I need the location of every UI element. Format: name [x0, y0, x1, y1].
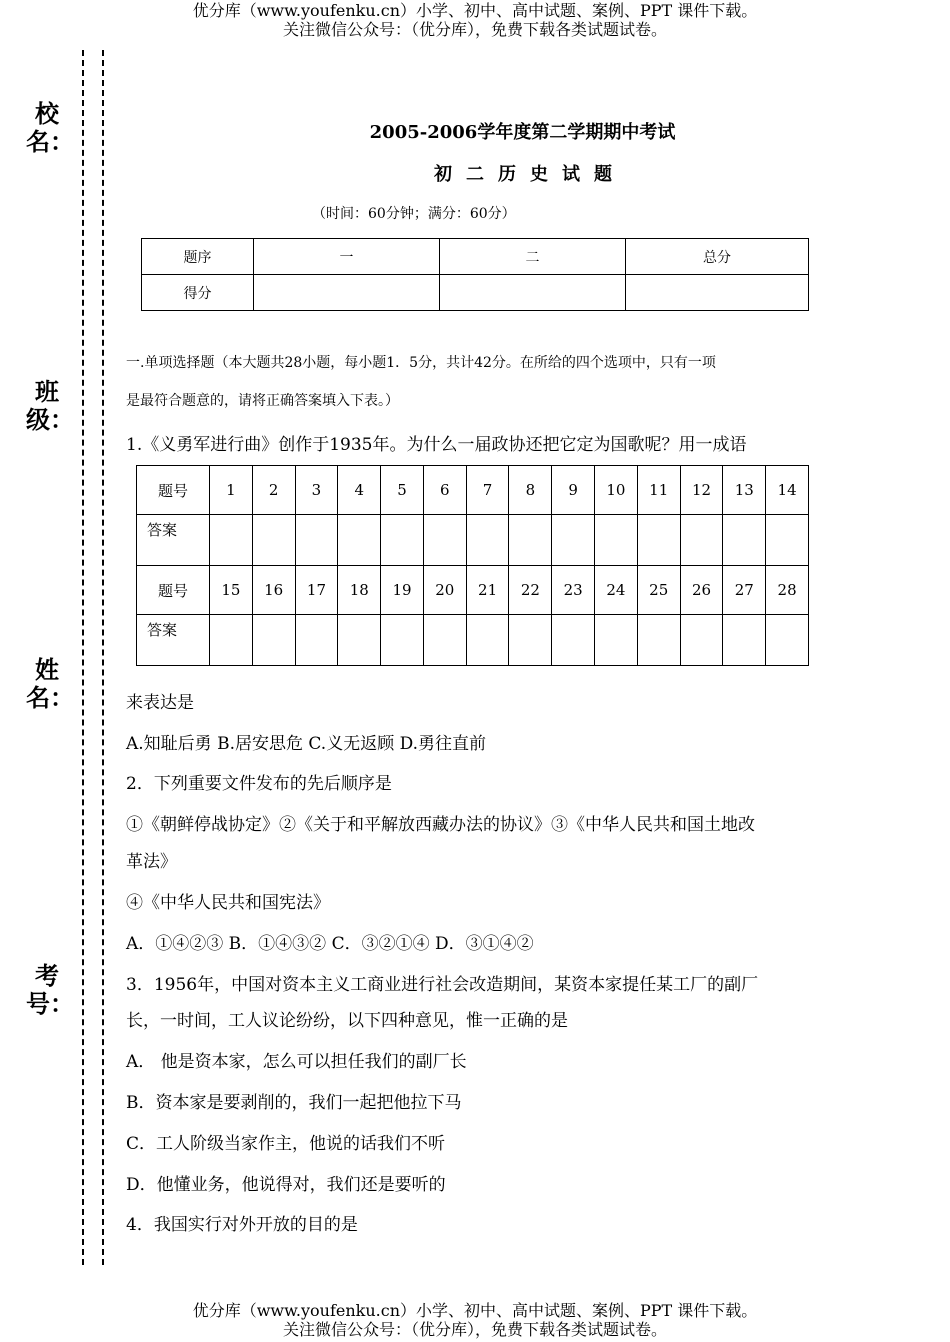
answer-input-cell[interactable]	[723, 515, 766, 566]
section-1-instructions-line-1: 一.单项选择题（本大题共28小题，每小题1．5分，共计42分。在所给的四个选项中，只有一项	[126, 355, 716, 371]
question-3-stem-line-2: 长，一时间，工人议论纷纷，以下四种意见，惟一正确的是	[126, 1011, 568, 1031]
question-3-option-d: D．他懂业务，他说得对，我们还是要听的	[126, 1175, 446, 1195]
question-number-cell: 15	[210, 566, 253, 615]
answer-input-cell[interactable]	[552, 615, 595, 666]
answer-input-cell[interactable]	[680, 615, 723, 666]
question-number-cell: 16	[252, 566, 295, 615]
question-number-cell: 3	[295, 466, 338, 515]
student-name-label: 姓名：	[26, 655, 74, 712]
answer-input-cell[interactable]	[210, 515, 253, 566]
answer-input-cell[interactable]	[252, 515, 295, 566]
question-1-line-1: 1.《义勇军进行曲》创作于1935年。为什么一届政协还把它定为国歌呢？用一成语	[126, 435, 747, 455]
answer-input-cell[interactable]	[338, 515, 381, 566]
question-2-items-line-2: 革法》	[126, 852, 177, 872]
answer-input-cell[interactable]	[637, 515, 680, 566]
score-header-cell: 一	[254, 239, 440, 275]
score-header-cell: 题序	[142, 239, 254, 275]
question-number-cell: 19	[381, 566, 424, 615]
question-number-cell: 1	[210, 466, 253, 515]
question-number-cell: 8	[509, 466, 552, 515]
question-number-cell: 7	[466, 466, 509, 515]
answer-input-cell[interactable]	[466, 515, 509, 566]
question-number-cell: 12	[680, 466, 723, 515]
question-number-cell: 22	[509, 566, 552, 615]
question-number-cell: 10	[595, 466, 638, 515]
answer-input-cell[interactable]	[295, 615, 338, 666]
score-input-cell[interactable]	[254, 275, 440, 311]
answer-input-cell[interactable]	[595, 615, 638, 666]
section-1-instructions-line-2: 是最符合题意的，请将正确答案填入下表。）	[126, 393, 399, 409]
footer-line-2: 关注微信公众号：（优分库），免费下载各类试题试卷。	[282, 1320, 667, 1339]
answer-input-cell[interactable]	[552, 515, 595, 566]
answer-input-cell[interactable]	[210, 615, 253, 666]
question-3-stem-line-1: 3．1956年，中国对资本主义工商业进行社会改造期间，某资本家提任某工厂的副厂	[126, 975, 759, 995]
answer-input-cell[interactable]	[723, 615, 766, 666]
time-info: （时间：60分钟；满分：60分）	[312, 206, 516, 222]
answer-input-cell[interactable]	[423, 515, 466, 566]
question-number-cell: 11	[637, 466, 680, 515]
question-number-cell: 4	[338, 466, 381, 515]
question-3-option-b: B．资本家是要剥削的，我们一起把他拉下马	[126, 1093, 462, 1113]
school-name-label: 校名：	[26, 99, 74, 156]
answer-input-cell[interactable]	[295, 515, 338, 566]
number-row-label: 题号	[137, 566, 210, 615]
answer-input-cell[interactable]	[766, 515, 809, 566]
answer-row-1	[137, 515, 809, 566]
answer-input-cell[interactable]	[680, 515, 723, 566]
score-header-cell: 二	[440, 239, 626, 275]
answer-input-cell[interactable]	[466, 615, 509, 666]
question-2-items-line-1: ①《朝鲜停战协定》②《关于和平解放西藏办法的协议》③《中华人民共和国土地改	[126, 815, 755, 835]
exam-number-label: 考号：	[26, 961, 74, 1018]
question-number-cell: 20	[423, 566, 466, 615]
question-number-cell: 25	[637, 566, 680, 615]
question-number-cell: 28	[766, 566, 809, 615]
question-number-cell: 17	[295, 566, 338, 615]
question-number-cell: 9	[552, 466, 595, 515]
question-number-cell: 6	[423, 466, 466, 515]
answer-input-cell[interactable]	[252, 615, 295, 666]
question-1-options: A.知耻后勇 B.居安思危 C.义无返顾 D.勇往直前	[126, 734, 487, 754]
score-input-cell[interactable]	[626, 275, 809, 311]
answer-input-cell[interactable]	[637, 615, 680, 666]
question-number-cell: 5	[381, 466, 424, 515]
question-number-cell: 23	[552, 566, 595, 615]
answer-table	[136, 465, 809, 666]
answer-input-cell[interactable]	[338, 615, 381, 666]
question-number-cell: 26	[680, 566, 723, 615]
number-row-label: 题号	[137, 466, 210, 515]
question-number-cell: 2	[252, 466, 295, 515]
score-input-cell[interactable]	[440, 275, 626, 311]
question-2-stem: 2．下列重要文件发布的先后顺序是	[126, 774, 392, 794]
answer-row-label: 答案	[137, 615, 210, 666]
answer-row-2	[137, 615, 809, 666]
score-table	[141, 238, 809, 311]
question-3-option-c: C．工人阶级当家作主，他说的话我们不听	[126, 1134, 446, 1154]
question-number-cell: 24	[595, 566, 638, 615]
answer-input-cell[interactable]	[381, 515, 424, 566]
answer-input-cell[interactable]	[423, 615, 466, 666]
question-2-options: A．①④②③ B．①④③② C．③②①④ D．③①④②	[126, 934, 534, 954]
dashed-cut-line-left	[82, 50, 84, 1265]
header-line-1: 优分库（www.youfenku.cn）小学、初中、高中试题、案例、PPT 课件下载。	[192, 1, 758, 20]
score-header-cell: 总分	[626, 239, 809, 275]
answer-row-label: 答案	[137, 515, 210, 566]
question-number-cell: 27	[723, 566, 766, 615]
score-row-label: 得分	[142, 275, 254, 311]
subject-title: 初二历史试题	[434, 164, 626, 185]
question-3-option-a: A． 他是资本家，怎么可以担任我们的副厂长	[126, 1052, 467, 1072]
header-line-2: 关注微信公众号：（优分库），免费下载各类试题试卷。	[282, 20, 667, 39]
question-4-stem: 4．我国实行对外开放的目的是	[126, 1215, 358, 1235]
question-number-cell: 14	[766, 466, 809, 515]
class-label: 班级：	[26, 377, 74, 434]
exam-title: 2005-2006学年度第二学期期中考试	[369, 122, 676, 143]
answer-input-cell[interactable]	[509, 615, 552, 666]
footer-line-1: 优分库（www.youfenku.cn）小学、初中、高中试题、案例、PPT 课件下载。	[192, 1301, 758, 1320]
answer-input-cell[interactable]	[595, 515, 638, 566]
question-number-cell: 13	[723, 466, 766, 515]
dashed-cut-line-right	[102, 50, 104, 1265]
answer-number-row-2	[137, 566, 809, 615]
answer-number-row-1	[137, 466, 809, 515]
question-number-cell: 21	[466, 566, 509, 615]
answer-input-cell[interactable]	[766, 615, 809, 666]
answer-input-cell[interactable]	[381, 615, 424, 666]
question-number-cell: 18	[338, 566, 381, 615]
question-1-line-2: 来表达是	[126, 693, 194, 713]
question-2-items-line-3: ④《中华人民共和国宪法》	[126, 893, 330, 913]
answer-input-cell[interactable]	[509, 515, 552, 566]
